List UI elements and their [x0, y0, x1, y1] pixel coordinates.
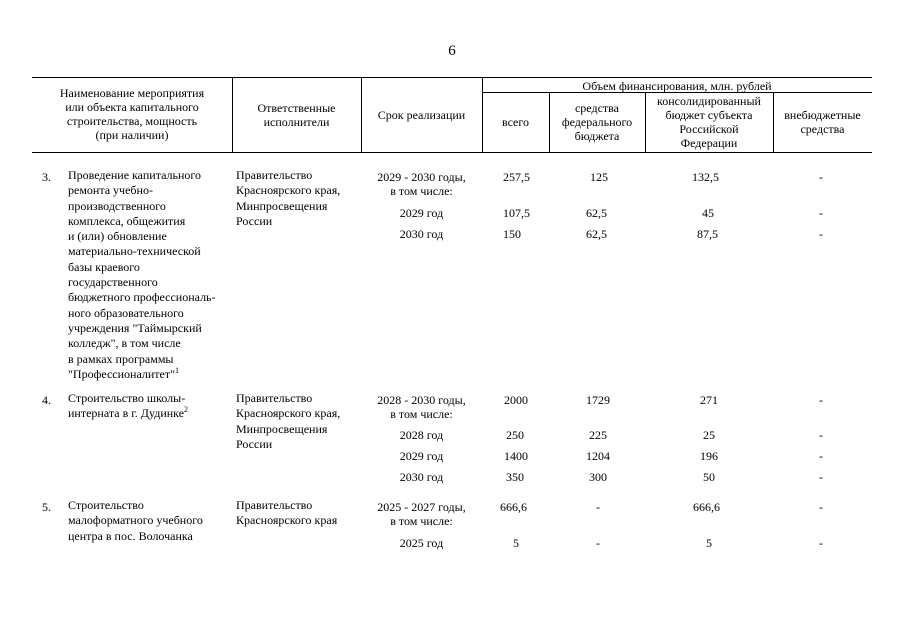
- term-cell: 2030 год: [399, 470, 444, 484]
- term-line: в том числе:: [390, 514, 453, 528]
- federal-cell: 62,5: [586, 227, 607, 241]
- extra-cell: -: [819, 206, 823, 220]
- header-sub-total: всего: [501, 115, 530, 129]
- total-cell: 257,5: [503, 170, 530, 184]
- name-line: центра в пос. Волочанка: [68, 528, 193, 543]
- exec-line: Красноярского края: [236, 513, 338, 528]
- row-number: 5.: [42, 500, 51, 514]
- name-line: государственного: [68, 275, 158, 290]
- total-cell: 5: [513, 536, 519, 550]
- header-col-term: Срок реализации: [377, 108, 466, 122]
- consolidated-cell: 45: [702, 206, 714, 220]
- name-line: Строительство школы-: [68, 391, 186, 405]
- extra-cell: -: [819, 449, 823, 463]
- header-col-fin: Объем финансирования, млн. рублей: [582, 79, 772, 93]
- extra-cell: -: [819, 428, 823, 442]
- name-line-text: интерната в г. Дудинке: [68, 406, 185, 421]
- header-line: бюджета: [574, 129, 620, 143]
- header-line: бюджет субъекта: [665, 108, 753, 122]
- header-line: внебюджетные: [784, 108, 861, 122]
- header-line: или объекта капитального: [65, 100, 199, 114]
- term-cell: 2030 год: [399, 227, 444, 241]
- consolidated-cell: 666,6: [693, 500, 720, 514]
- row-name: [68, 168, 216, 382]
- row-executors: [236, 498, 337, 529]
- name-line: Строительство: [68, 498, 144, 512]
- name-line: учреждения "Таймырский: [68, 320, 202, 335]
- total-cell: 150: [503, 227, 521, 241]
- header-line: Российской: [679, 122, 739, 136]
- total-cell: 250: [506, 428, 524, 442]
- consolidated-cell: 132,5: [692, 170, 719, 184]
- consolidated-cell: 25: [703, 428, 715, 442]
- term-cell: 2028 год: [399, 428, 444, 442]
- exec-line: Правительство: [236, 168, 313, 182]
- consolidated-cell: 50: [703, 470, 715, 484]
- name-line: [68, 367, 216, 382]
- name-line: материально-технической: [68, 244, 201, 259]
- header-bottom-border: [32, 152, 872, 153]
- name-line: колледж", в том числе: [68, 336, 181, 351]
- extra-cell: -: [819, 227, 823, 241]
- header-line: федерального: [561, 115, 633, 129]
- header-line: исполнители: [263, 115, 330, 129]
- exec-line: Минпросвещения: [236, 198, 328, 213]
- extra-cell: -: [819, 170, 823, 184]
- row-number: 4.: [42, 393, 51, 407]
- exec-line: Правительство: [236, 498, 313, 512]
- row-executors: [236, 168, 340, 229]
- term-cell: 2029 год: [399, 449, 444, 463]
- header-line: средства: [800, 122, 845, 136]
- name-line: ного образовательного: [68, 305, 184, 320]
- header-line: консолидированный: [657, 94, 761, 108]
- consolidated-cell: 5: [706, 536, 712, 550]
- header-sub-extra: [773, 108, 872, 136]
- exec-line: Красноярского края,: [236, 406, 341, 421]
- name-line: [68, 406, 188, 421]
- term-line: в том числе:: [390, 407, 453, 421]
- consolidated-cell: 87,5: [697, 227, 718, 241]
- row-number: 3.: [42, 170, 51, 184]
- exec-line: Красноярского края,: [236, 183, 341, 198]
- term-line: 2028 - 2030 годы,: [377, 393, 466, 407]
- federal-cell: 62,5: [586, 206, 607, 220]
- name-line: базы краевого: [68, 259, 140, 274]
- footnote-mark: 2: [184, 405, 189, 415]
- term-line: 2025 - 2027 годы,: [377, 500, 466, 514]
- exec-line: Правительство: [236, 391, 313, 405]
- header-line: Ответственные: [257, 101, 336, 115]
- header-col-name: [32, 86, 232, 142]
- federal-cell: 225: [589, 428, 607, 442]
- extra-cell: -: [819, 500, 823, 514]
- name-line: малоформатного учебного: [68, 513, 203, 528]
- name-line: Проведение капитального: [68, 168, 202, 182]
- federal-cell: -: [596, 536, 600, 550]
- header-top-border: [32, 77, 872, 78]
- term-cell: [361, 393, 482, 421]
- extra-cell: -: [819, 536, 823, 550]
- term-cell: 2025 год: [399, 536, 444, 550]
- header-line: Федерации: [680, 136, 738, 150]
- row-name: [68, 391, 188, 422]
- term-cell: [361, 500, 482, 528]
- consolidated-cell: 271: [700, 393, 718, 407]
- total-cell: 350: [506, 470, 524, 484]
- name-line-text: "Профессионалитет": [68, 366, 176, 381]
- federal-cell: 300: [589, 470, 607, 484]
- term-line: в том числе:: [390, 184, 453, 198]
- name-line: бюджетного профессиональ-: [68, 290, 216, 305]
- consolidated-cell: 196: [700, 449, 718, 463]
- total-cell: 2000: [504, 393, 528, 407]
- total-cell: 666,6: [500, 500, 527, 514]
- row-executors: [236, 391, 340, 452]
- term-line: 2029 - 2030 годы,: [377, 170, 466, 184]
- name-line: в рамках программы: [68, 351, 174, 366]
- extra-cell: -: [819, 470, 823, 484]
- header-line: строительства, мощность: [66, 114, 198, 128]
- name-line: и (или) обновление: [68, 229, 167, 244]
- name-line: комплекса, общежития: [68, 213, 186, 228]
- name-line: производственного: [68, 198, 166, 213]
- extra-cell: -: [819, 393, 823, 407]
- federal-cell: -: [596, 500, 600, 514]
- term-cell: [361, 170, 482, 198]
- header-line: Наименование мероприятия: [59, 86, 205, 100]
- header-line: средства: [574, 101, 619, 115]
- federal-cell: 1729: [586, 393, 610, 407]
- exec-line: России: [236, 436, 273, 451]
- header-sub-federal: [549, 101, 645, 143]
- name-line: ремонта учебно-: [68, 183, 153, 198]
- row-name: [68, 498, 203, 544]
- federal-cell: 125: [590, 170, 608, 184]
- total-cell: 1400: [504, 449, 528, 463]
- header-col-exec: [232, 101, 361, 129]
- term-cell: 2029 год: [399, 206, 444, 220]
- header-sub-consolidated: [645, 94, 773, 150]
- exec-line: России: [236, 213, 273, 228]
- federal-cell: 1204: [586, 449, 610, 463]
- page-number: 6: [448, 43, 456, 59]
- total-cell: 107,5: [503, 206, 530, 220]
- exec-line: Минпросвещения: [236, 421, 328, 436]
- footnote-mark: 1: [175, 365, 180, 375]
- header-line: (при наличии): [95, 128, 169, 142]
